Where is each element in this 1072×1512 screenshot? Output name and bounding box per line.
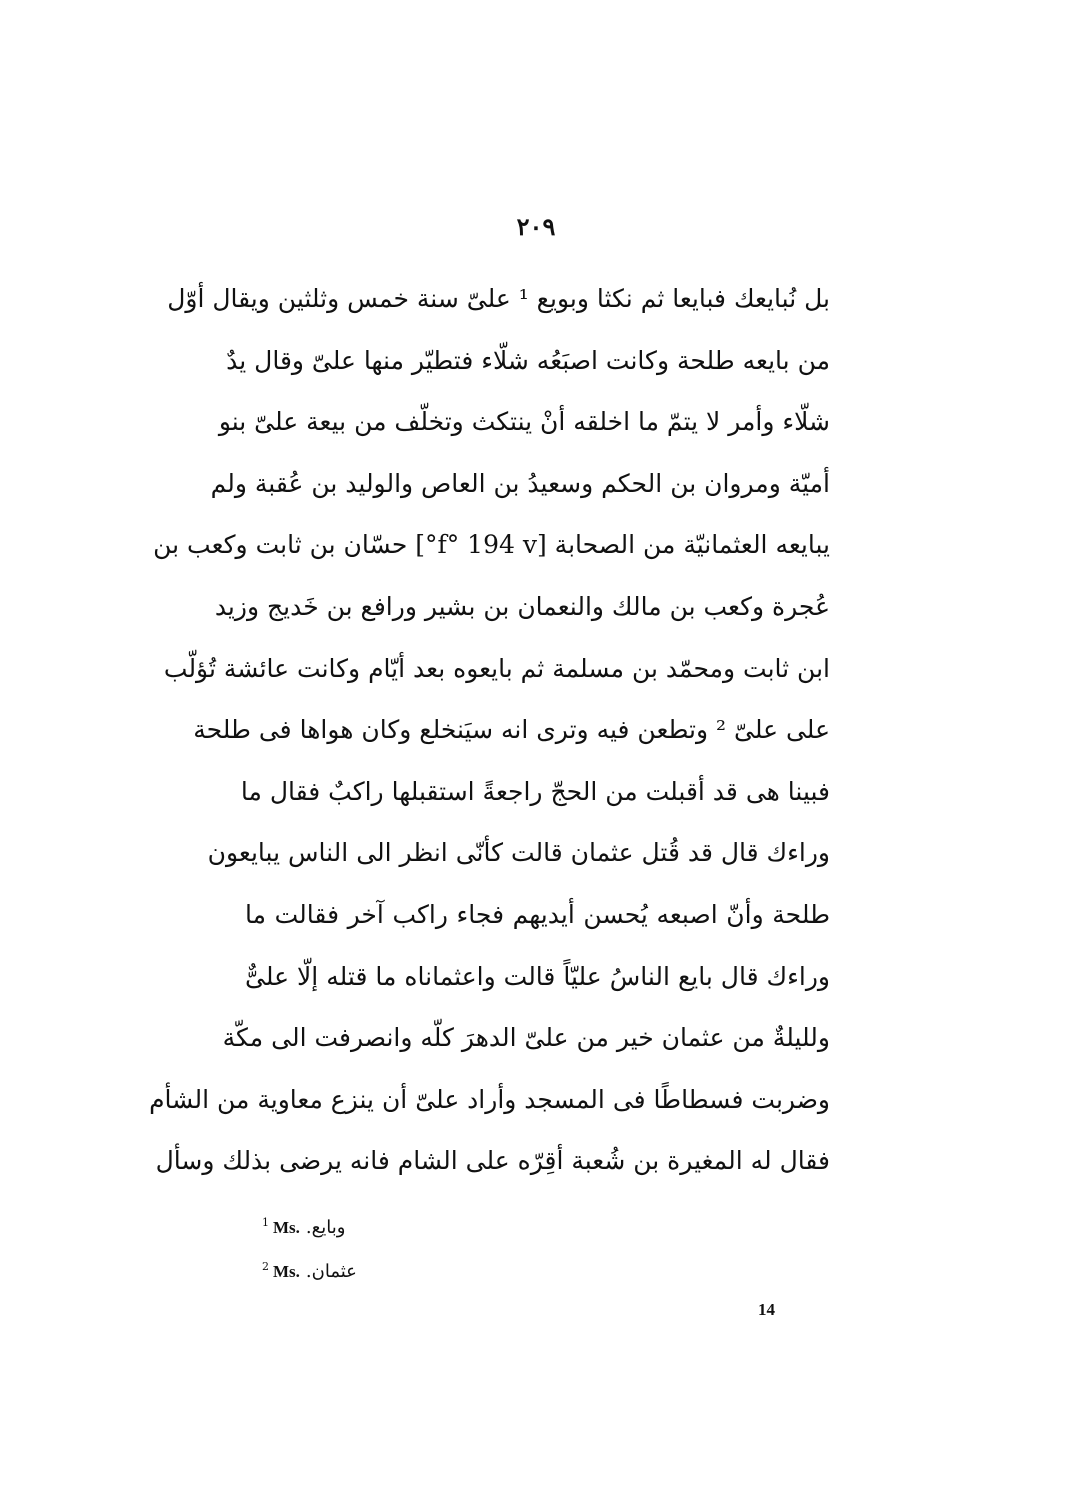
footnote-reading: وبايع.	[305, 1217, 346, 1238]
text-line: يبايعه العثمانيّة من الصحابة [f° 194 v°] حسّان بن ثابت وكعب بن	[153, 530, 830, 560]
sheet-number: 14	[758, 1300, 775, 1319]
footnote	[262, 1208, 562, 1252]
body-text	[149, 268, 830, 1192]
text-line: من بايعه طلحة وكانت اصبَعُه شلّاء فتطيّر منها علىّ وقال يدٌ	[226, 345, 830, 375]
text-line: بل نُبايعك فبايعا ثم نكثا وبويع ¹ علىّ سنة خمس وثلثين ويقال أوّل	[167, 284, 830, 313]
footnote-source: Ms.	[273, 1218, 300, 1237]
text-line: ولليلةٌ من عثمان خير من علىّ الدهرَ كلّه وانصرفت الى مكّة	[222, 1023, 830, 1053]
text-line: وراءك قال قد قُتل عثمان قالت كأنّى انظر الى الناس يبايعون	[207, 838, 830, 868]
text-line: فقال له المغيرة بن شُعبة أقِرّه على الشام فانه يرضى بذلك وسأل	[155, 1146, 830, 1176]
text-line: عُجرة وكعب بن مالك والنعمان بن بشير ورافع بن خَديج وزيد	[214, 591, 830, 621]
footnote-reading: عثمان.	[305, 1261, 357, 1282]
footnote	[262, 1252, 562, 1296]
footnote-source: Ms.	[273, 1262, 300, 1281]
text-line: شلّاء وأمر لا يتمّ ما اخلقه أنْ ينتكث وتخلّف من بيعة علىّ بنو	[218, 407, 830, 437]
text-line: أميّة ومروان بن الحكم وسعيدُ بن العاص والوليد بن عُقبة ولم	[210, 468, 830, 498]
text-line: على علىّ ² وتطعن فيه وترى انه سيَنخلع وكان هواها فى طلحة	[193, 715, 830, 745]
text-line: طلحة وأنّ اصبعه يُحسن أيديهم فجاء راكب آخر فقالت ما	[245, 899, 830, 929]
footnotes	[262, 1208, 562, 1296]
footnote-marker: 1	[262, 1216, 269, 1229]
text-line: ابن ثابت ومحمّد بن مسلمة ثم بايعوه بعد أيّام وكانت عائشة تُؤلّب	[163, 653, 830, 683]
text-line: وراءك قال بايع الناسُ عليّاً قالت واعثماناه ما قتله إلّا علىٌّ	[245, 961, 830, 991]
text-line: فبينا هى قد أقبلت من الحجّ راجعةً استقبلها راكبٌ فقال ما	[240, 776, 830, 806]
text-line: وضربت فسطاطًا فى المسجد وأراد علىّ أن ينزع معاوية من الشأم	[149, 1084, 830, 1114]
footnote-marker: 2	[262, 1260, 269, 1273]
page-number: ٢٠٩	[516, 212, 556, 241]
